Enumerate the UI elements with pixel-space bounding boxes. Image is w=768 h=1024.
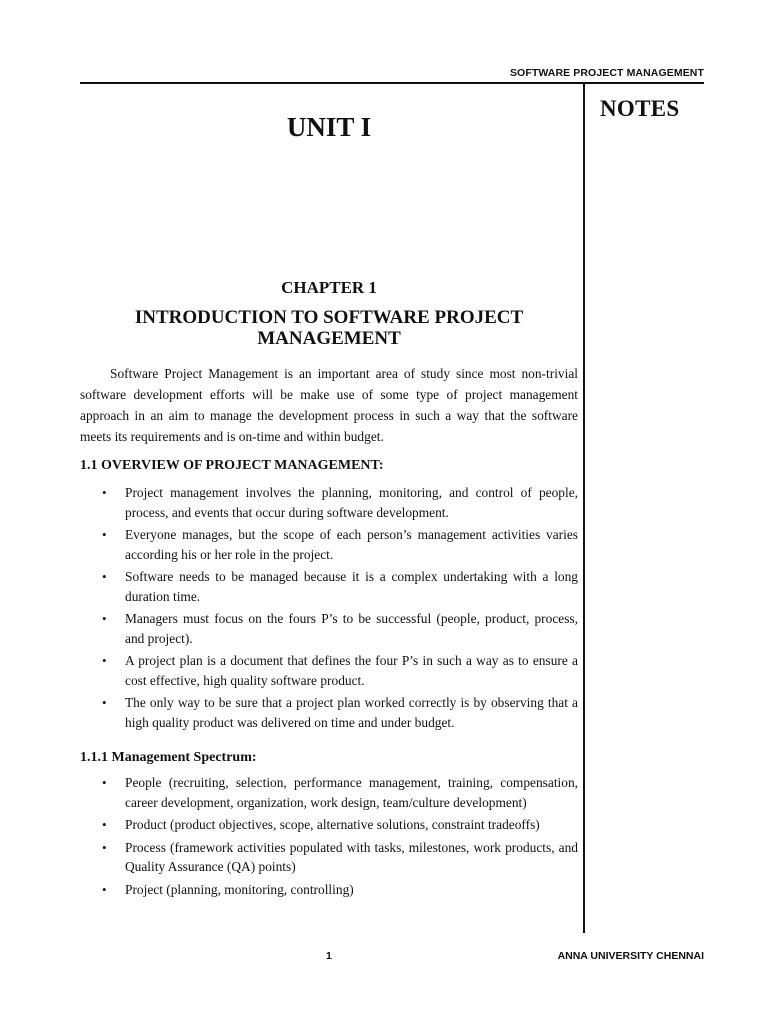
list-item [80,525,578,564]
list-item-text: Managers must focus on the fours P’s to be successful (people, product, process, and project). [125,611,578,646]
bullet-icon: • [102,775,107,790]
margin-divider [583,83,585,933]
list-item-text: Everyone manages, but the scope of each person’s management activities varies according his or her role in the project. [125,527,578,562]
running-header: SOFTWARE PROJECT MANAGEMENT [509,67,704,79]
list-item [80,483,578,522]
bullet-icon: • [102,695,107,710]
list-item-text: Software needs to be managed because it is a complex undertaking with a long duration time. [125,569,578,604]
bullet-icon: • [102,611,107,626]
list-item [80,838,578,877]
section-heading-management-spectrum: 1.1.1 Management Spectrum: [80,750,257,765]
footer-institution: ANNA UNIVERSITY CHENNAI [557,950,704,962]
overview-bullet-list [80,483,578,735]
bullet-icon: • [102,485,107,500]
list-item-text: A project plan is a document that defines the four P’s in such a way as to ensure a cost effective, high quality software product. [125,653,578,688]
bullet-icon: • [102,839,107,855]
section-heading-overview: 1.1 OVERVIEW OF PROJECT MANAGEMENT: [80,458,384,473]
bullet-icon: • [102,817,107,832]
intro-paragraph: Software Project Management is an important area of study since most non-trivial software development efforts will be make use of some type of project management approach in an aim to manage the development process in such a way that the software meets its requirements and is on-time and within budget. [80,366,578,444]
unit-title: UNIT I [286,112,372,142]
list-item-text: Project (planning, monitoring, controlling) [125,881,354,897]
bullet-icon: • [102,881,107,897]
bullet-icon: • [102,653,107,668]
list-item [80,880,578,900]
list-item [80,773,578,812]
list-item-text: The only way to be sure that a project plan worked correctly is by observing that a high quality product was delivered on time and under budget. [125,695,578,730]
notes-label: NOTES [600,96,680,121]
list-item [80,693,578,732]
header-rule [80,82,704,84]
bullet-icon: • [102,527,107,542]
list-item-text: Project management involves the planning, monitoring, and control of people, process, and events that occur during software development. [125,485,578,520]
list-item [80,567,578,606]
list-item [80,651,578,690]
spectrum-bullet-list [80,773,578,902]
list-item-text: People (recruiting, selection, performance management, training, compensation, career development, organization, work design, team/culture development) [125,775,578,810]
page-number: 1 [326,950,332,962]
list-item [80,815,578,835]
chapter-label: CHAPTER 1 [281,278,377,297]
list-item [80,609,578,648]
list-item-text: Product (product objectives, scope, alternative solutions, constraint tradeoffs) [125,817,540,832]
bullet-icon: • [102,569,107,584]
list-item-text: Process (framework activities populated with tasks, milestones, work products, and Quality Assurance (QA) points) [125,839,578,874]
chapter-title: INTRODUCTION TO SOFTWARE PROJECT MANAGEMENT [134,307,524,349]
